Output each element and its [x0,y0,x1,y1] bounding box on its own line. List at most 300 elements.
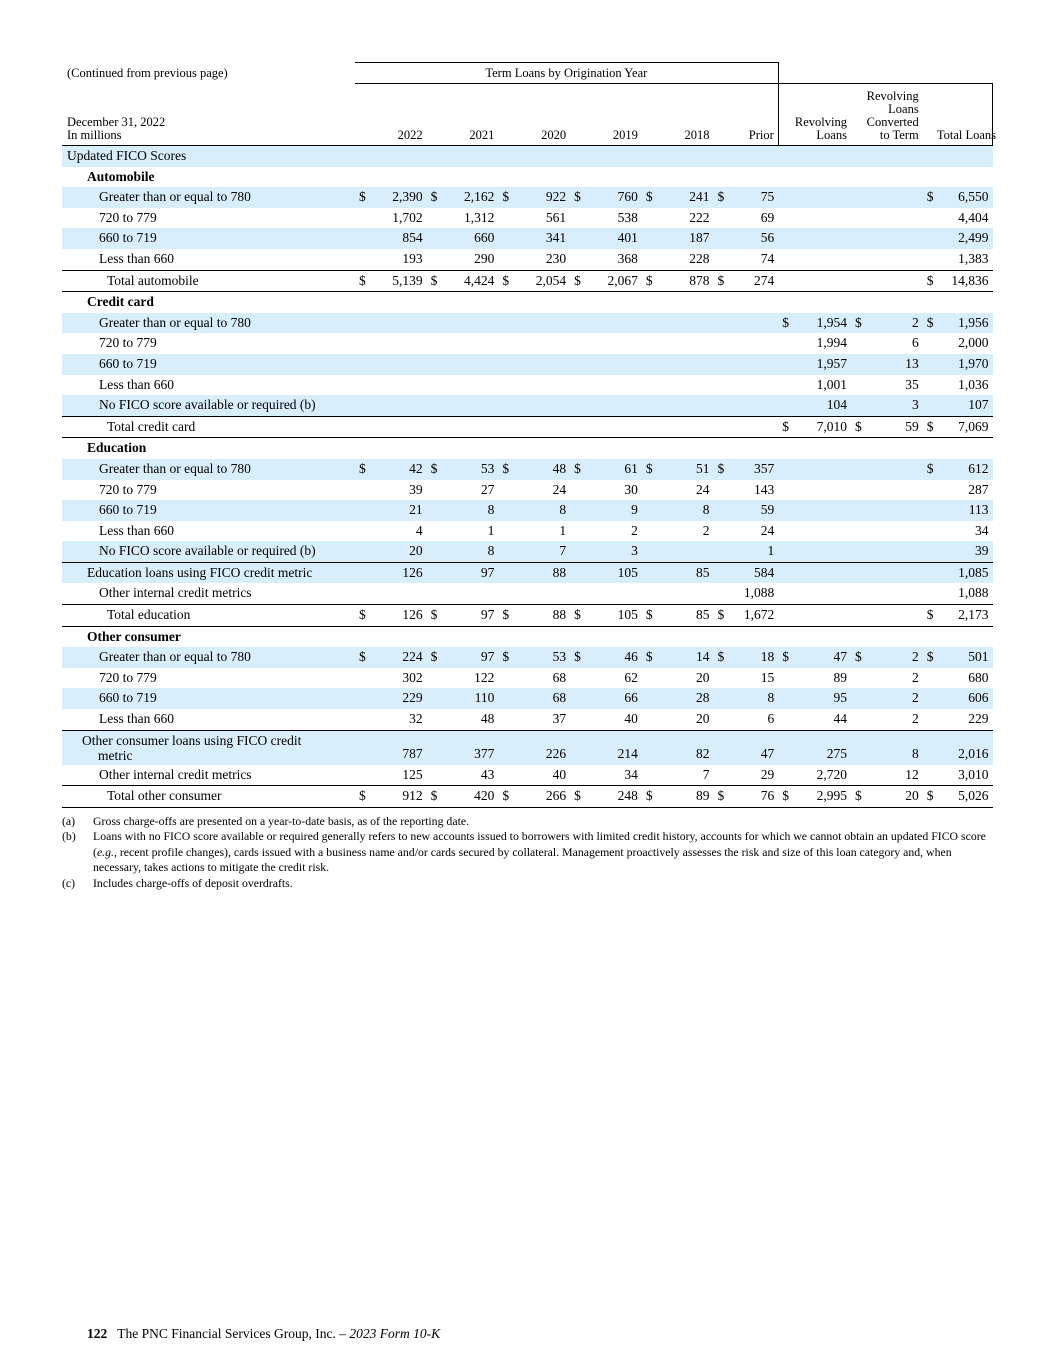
footnote-c: (c) Includes charge-offs of deposit overdrafts. [62,875,293,890]
table-row [62,146,993,167]
dollar-sign [778,730,792,765]
table-cell: 1,088 [743,585,775,601]
dollar-sign [642,313,656,334]
dollar-sign [498,765,512,786]
table-cell: 24 [696,481,710,497]
dollar-sign [427,562,441,583]
dollar-sign [498,709,512,730]
col-2018: 2018 [684,128,710,142]
dollar-sign [923,541,937,562]
dollar-sign [427,541,441,562]
table-cell: 53 [513,647,571,668]
dollar-sign [427,395,441,416]
table-cell: 6 [911,335,919,351]
table-cell [792,228,851,249]
dollar-sign [714,228,728,249]
table-cell: 2 [911,669,919,685]
row-label: Other internal credit metrics [99,585,252,601]
table-cell: 85 [656,562,714,583]
dollar-sign [851,228,865,249]
row-label: 720 to 779 [99,335,157,351]
row-label: 660 to 719 [62,688,355,709]
table-cell [441,313,499,334]
dollar-sign [923,521,937,542]
dollar-sign [851,583,865,604]
table-cell: 1,702 [392,209,423,225]
dollar-sign [570,500,584,521]
table-cell [656,333,714,354]
table-cell [792,249,851,270]
dollar-sign [642,500,656,521]
dollar-sign [851,375,865,396]
table-cell: 1 [559,522,567,538]
table-cell: 13 [865,354,923,375]
table-cell: 8 [728,688,779,709]
table-cell: 104 [792,395,851,416]
table-cell [728,416,779,438]
row-label: Total other consumer [62,786,355,808]
table-cell: 88 [513,605,571,627]
table-cell: 28 [656,688,714,709]
table-cell: 43 [480,766,495,782]
table-cell: 40 [552,766,567,782]
dollar-sign [851,354,865,375]
dollar-sign [714,354,728,375]
dollar-sign [778,500,792,521]
dollar-sign: $ [427,647,441,668]
table-cell: 7,010 [792,416,851,438]
dollar-sign [427,416,441,438]
dollar-sign [714,313,728,334]
dollar-sign [427,228,441,249]
dollar-sign: $ [355,187,369,208]
dollar-sign [851,395,865,416]
dollar-sign [923,395,937,416]
dollar-sign [851,480,865,501]
table-cell [513,583,571,604]
dollar-sign: $ [851,647,865,668]
dollar-sign: $ [427,270,441,292]
table-cell: 113 [937,500,993,521]
dollar-sign [851,562,865,583]
dollar-sign: $ [714,459,728,480]
dollar-sign [851,688,865,709]
table-cell [865,480,923,501]
table-cell [865,228,923,249]
table-cell: 37 [552,711,567,727]
dollar-sign [427,375,441,396]
dollar-sign [570,765,584,786]
table-cell: 538 [617,209,638,225]
dollar-sign [778,270,792,292]
dollar-sign [851,730,865,765]
table-cell [792,459,851,480]
dollar-sign [427,668,441,689]
dollar-sign [851,270,865,292]
dollar-sign [778,228,792,249]
table-cell: 287 [968,481,989,497]
dollar-sign [355,375,369,396]
dollar-sign [923,333,937,354]
dollar-sign: $ [923,416,937,438]
row-label: Greater than or equal to 780 [62,187,355,208]
dollar-sign [851,249,865,270]
table-cell: 760 [584,187,642,208]
dollar-sign [642,249,656,270]
dollar-sign [355,208,369,229]
table-cell: 854 [369,228,427,249]
table-row [62,333,993,354]
units-label: In millions [67,128,122,142]
table-cell: 222 [689,209,710,225]
table-cell: 122 [474,669,495,685]
table-cell: 1,970 [937,354,993,375]
table-row [62,583,993,604]
table-row [62,375,993,396]
table-cell [441,416,499,438]
table-cell: 1,672 [728,605,779,627]
dollar-sign [498,730,512,765]
dollar-sign [778,709,792,730]
dollar-sign [778,459,792,480]
table-row [62,208,993,229]
dollar-sign [427,583,441,604]
dollar-sign [923,208,937,229]
table-cell: 107 [937,395,993,416]
row-label: 660 to 719 [62,500,355,521]
table-cell [792,583,851,604]
table-cell: 56 [728,228,779,249]
row-label: 720 to 779 [99,669,157,685]
table-cell: 2 [631,522,638,538]
dollar-sign [355,416,369,438]
table-cell: 2,499 [937,228,993,249]
dollar-sign [851,709,865,730]
row-label: Other internal credit metrics [99,766,252,782]
table-cell: 248 [584,786,642,808]
table-cell: 368 [617,250,638,266]
table-cell: 4,424 [441,270,499,292]
table-cell: 29 [760,766,775,782]
table-cell: 193 [402,250,423,266]
table-cell: 15 [760,669,775,685]
dollar-sign [714,395,728,416]
col-revolving-loans: Revolving Loans [792,84,851,146]
table-cell: 143 [754,481,775,497]
table-cell [792,480,851,501]
table-cell: 612 [937,459,993,480]
table-cell [513,333,571,354]
table-cell: 46 [584,647,642,668]
header-columns-row [62,84,993,146]
dollar-sign [642,228,656,249]
table-cell: 59 [865,416,923,438]
dollar-sign: $ [714,187,728,208]
table-cell [792,562,851,583]
dollar-sign [498,583,512,604]
dollar-sign: $ [570,459,584,480]
dollar-sign: $ [778,647,792,668]
dollar-sign [923,480,937,501]
col-2020: 2020 [541,128,567,142]
table-cell [441,583,499,604]
table-row [62,292,993,313]
table-cell: 12 [905,766,919,782]
table-cell: 110 [441,688,499,709]
term-loans-caption: Term Loans by Origination Year [355,63,778,84]
table-cell [792,541,851,562]
continued-label: (Continued from previous page) [67,65,228,80]
table-cell [441,354,499,375]
table-cell: 59 [728,500,779,521]
dollar-sign [570,668,584,689]
table-cell: 18 [728,647,779,668]
dollar-sign [778,583,792,604]
table-cell: 1,957 [792,354,851,375]
dollar-sign [923,354,937,375]
table-row [62,313,993,334]
table-cell: 1,383 [958,250,989,266]
dollar-sign [355,249,369,270]
table-cell: 8 [441,541,499,562]
table-row [62,668,993,689]
table-cell: 226 [513,730,571,765]
dollar-sign: $ [778,416,792,438]
table-cell: 53 [441,459,499,480]
table-cell: 290 [474,250,495,266]
table-cell: 1 [728,541,779,562]
table-cell: 40 [624,711,638,727]
dollar-sign [778,208,792,229]
dollar-sign [778,187,792,208]
dollar-sign: $ [642,605,656,627]
row-label: Other consumer loans using FICO credit metric [62,730,355,765]
table-cell: 680 [968,669,989,685]
dollar-sign [498,521,512,542]
dollar-sign [714,249,728,270]
dollar-sign [642,521,656,542]
dollar-sign [498,562,512,583]
table-cell [584,416,642,438]
table-row [62,270,993,292]
dollar-sign [851,668,865,689]
table-cell: 214 [584,730,642,765]
dollar-sign [570,541,584,562]
table-cell [728,395,779,416]
dollar-sign [778,688,792,709]
dollar-sign: $ [427,187,441,208]
dollar-sign [714,500,728,521]
dollar-sign [923,765,937,786]
dollar-sign [427,688,441,709]
table-cell: 9 [584,500,642,521]
dollar-sign [714,333,728,354]
dollar-sign [714,668,728,689]
dollar-sign [570,395,584,416]
row-label: Less than 660 [99,250,174,266]
col-2019: 2019 [612,128,638,142]
table-cell: 2,995 [792,786,851,808]
row-label: Less than 660 [99,522,174,538]
row-label: Education [87,440,147,456]
dollar-sign [923,709,937,730]
table-cell: 3,010 [958,766,989,782]
dollar-sign: $ [642,270,656,292]
dollar-sign: $ [427,605,441,627]
table-cell: 14 [656,647,714,668]
table-row [62,647,993,668]
table-cell [656,583,714,604]
dollar-sign: $ [355,270,369,292]
dollar-sign [642,541,656,562]
table-row [62,605,993,627]
table-cell: 302 [402,669,423,685]
table-cell: 922 [513,187,571,208]
dollar-sign [427,208,441,229]
dollar-sign [355,313,369,334]
table-cell [792,208,851,229]
dollar-sign [498,480,512,501]
table-cell: 69 [760,209,775,225]
table-cell: 1 [487,522,495,538]
table-cell: 2,016 [937,730,993,765]
table-cell: 75 [728,187,779,208]
table-cell: 48 [480,711,495,727]
dollar-sign [851,765,865,786]
row-label: Automobile [87,168,155,184]
dollar-sign [714,521,728,542]
dollar-sign: $ [851,786,865,808]
dollar-sign [714,709,728,730]
dollar-sign [427,313,441,334]
dollar-sign: $ [923,647,937,668]
dollar-sign [355,333,369,354]
dollar-sign [498,395,512,416]
table-cell [513,354,571,375]
dollar-sign [714,688,728,709]
table-cell: 51 [656,459,714,480]
footnote-b: (b) Loans with no FICO score available or required generally refers to new accounts issued to borrowers with limited credit history, accounts for which we cannot obtain an updated FICO score (e.g., recent profile changes), cards issued with a business name and/or cards secured by collateral. Management proactively assesses the risk and size of this loan category and, when necessary, takes actions to mitigate the credit risk. [62,829,986,875]
row-label: Total automobile [62,270,355,292]
dollar-sign: $ [355,647,369,668]
table-cell: 4 [415,522,423,538]
table-row [62,541,993,562]
dollar-sign [851,459,865,480]
dollar-sign [570,333,584,354]
table-cell [441,375,499,396]
dollar-sign [355,688,369,709]
dollar-sign: $ [714,647,728,668]
table-cell: 501 [937,647,993,668]
dollar-sign [355,709,369,730]
dollar-sign [355,480,369,501]
table-cell: 7 [513,541,571,562]
dollar-sign: $ [851,313,865,334]
row-label: No FICO score available or required (b) [62,395,355,416]
table-cell: 95 [792,688,851,709]
table-cell: 74 [760,250,775,266]
date-label: December 31, 2022 [67,115,166,129]
table-cell: 1,001 [816,376,847,392]
row-label: Less than 660 [99,376,174,392]
dollar-sign [778,668,792,689]
row-label: Credit card [87,294,154,310]
table-cell: 8 [865,730,923,765]
table-cell: 2,390 [369,187,427,208]
table-row [62,500,993,521]
dollar-sign [778,249,792,270]
table-cell [441,333,499,354]
table-cell: 5,139 [369,270,427,292]
dollar-sign: $ [498,647,512,668]
dollar-sign: $ [714,786,728,808]
dollar-sign: $ [427,459,441,480]
row-label: Total education [62,605,355,627]
table-cell: 1,954 [792,313,851,334]
table-cell [369,416,427,438]
dollar-sign [570,688,584,709]
dollar-sign [851,541,865,562]
dollar-sign [642,709,656,730]
table-cell: 20 [865,786,923,808]
table-cell [728,375,779,396]
dollar-sign [714,208,728,229]
table-cell: 7,069 [937,416,993,438]
table-cell: 34 [624,766,638,782]
table-cell: 401 [584,228,642,249]
table-cell [865,208,923,229]
dollar-sign [923,730,937,765]
fico-loans-table [62,62,997,808]
dollar-sign: $ [570,786,584,808]
dollar-sign [851,521,865,542]
dollar-sign [570,416,584,438]
dollar-sign [642,416,656,438]
dollar-sign: $ [778,786,792,808]
row-label: Less than 660 [99,711,174,727]
dollar-sign [642,730,656,765]
dollar-sign [714,583,728,604]
dollar-sign: $ [498,187,512,208]
table-cell: 8 [513,500,571,521]
table-cell [369,333,427,354]
dollar-sign [923,500,937,521]
dollar-sign [923,668,937,689]
table-row [62,521,993,542]
table-cell: 8 [656,500,714,521]
table-cell: 5,026 [937,786,993,808]
table-cell: 357 [728,459,779,480]
table-cell: 341 [513,228,571,249]
dollar-sign [778,375,792,396]
table-cell: 561 [545,209,567,225]
dollar-sign [570,480,584,501]
table-cell: 35 [905,376,919,392]
table-cell: 66 [584,688,642,709]
table-cell [865,187,923,208]
dollar-sign [570,313,584,334]
table-cell [728,354,779,375]
dollar-sign [498,208,512,229]
table-cell: 82 [656,730,714,765]
table-cell [584,375,642,396]
table-cell: 39 [409,481,423,497]
table-cell [865,500,923,521]
col-prior: Prior [728,84,779,146]
dollar-sign: $ [642,786,656,808]
dollar-sign [642,765,656,786]
table-cell [865,541,923,562]
